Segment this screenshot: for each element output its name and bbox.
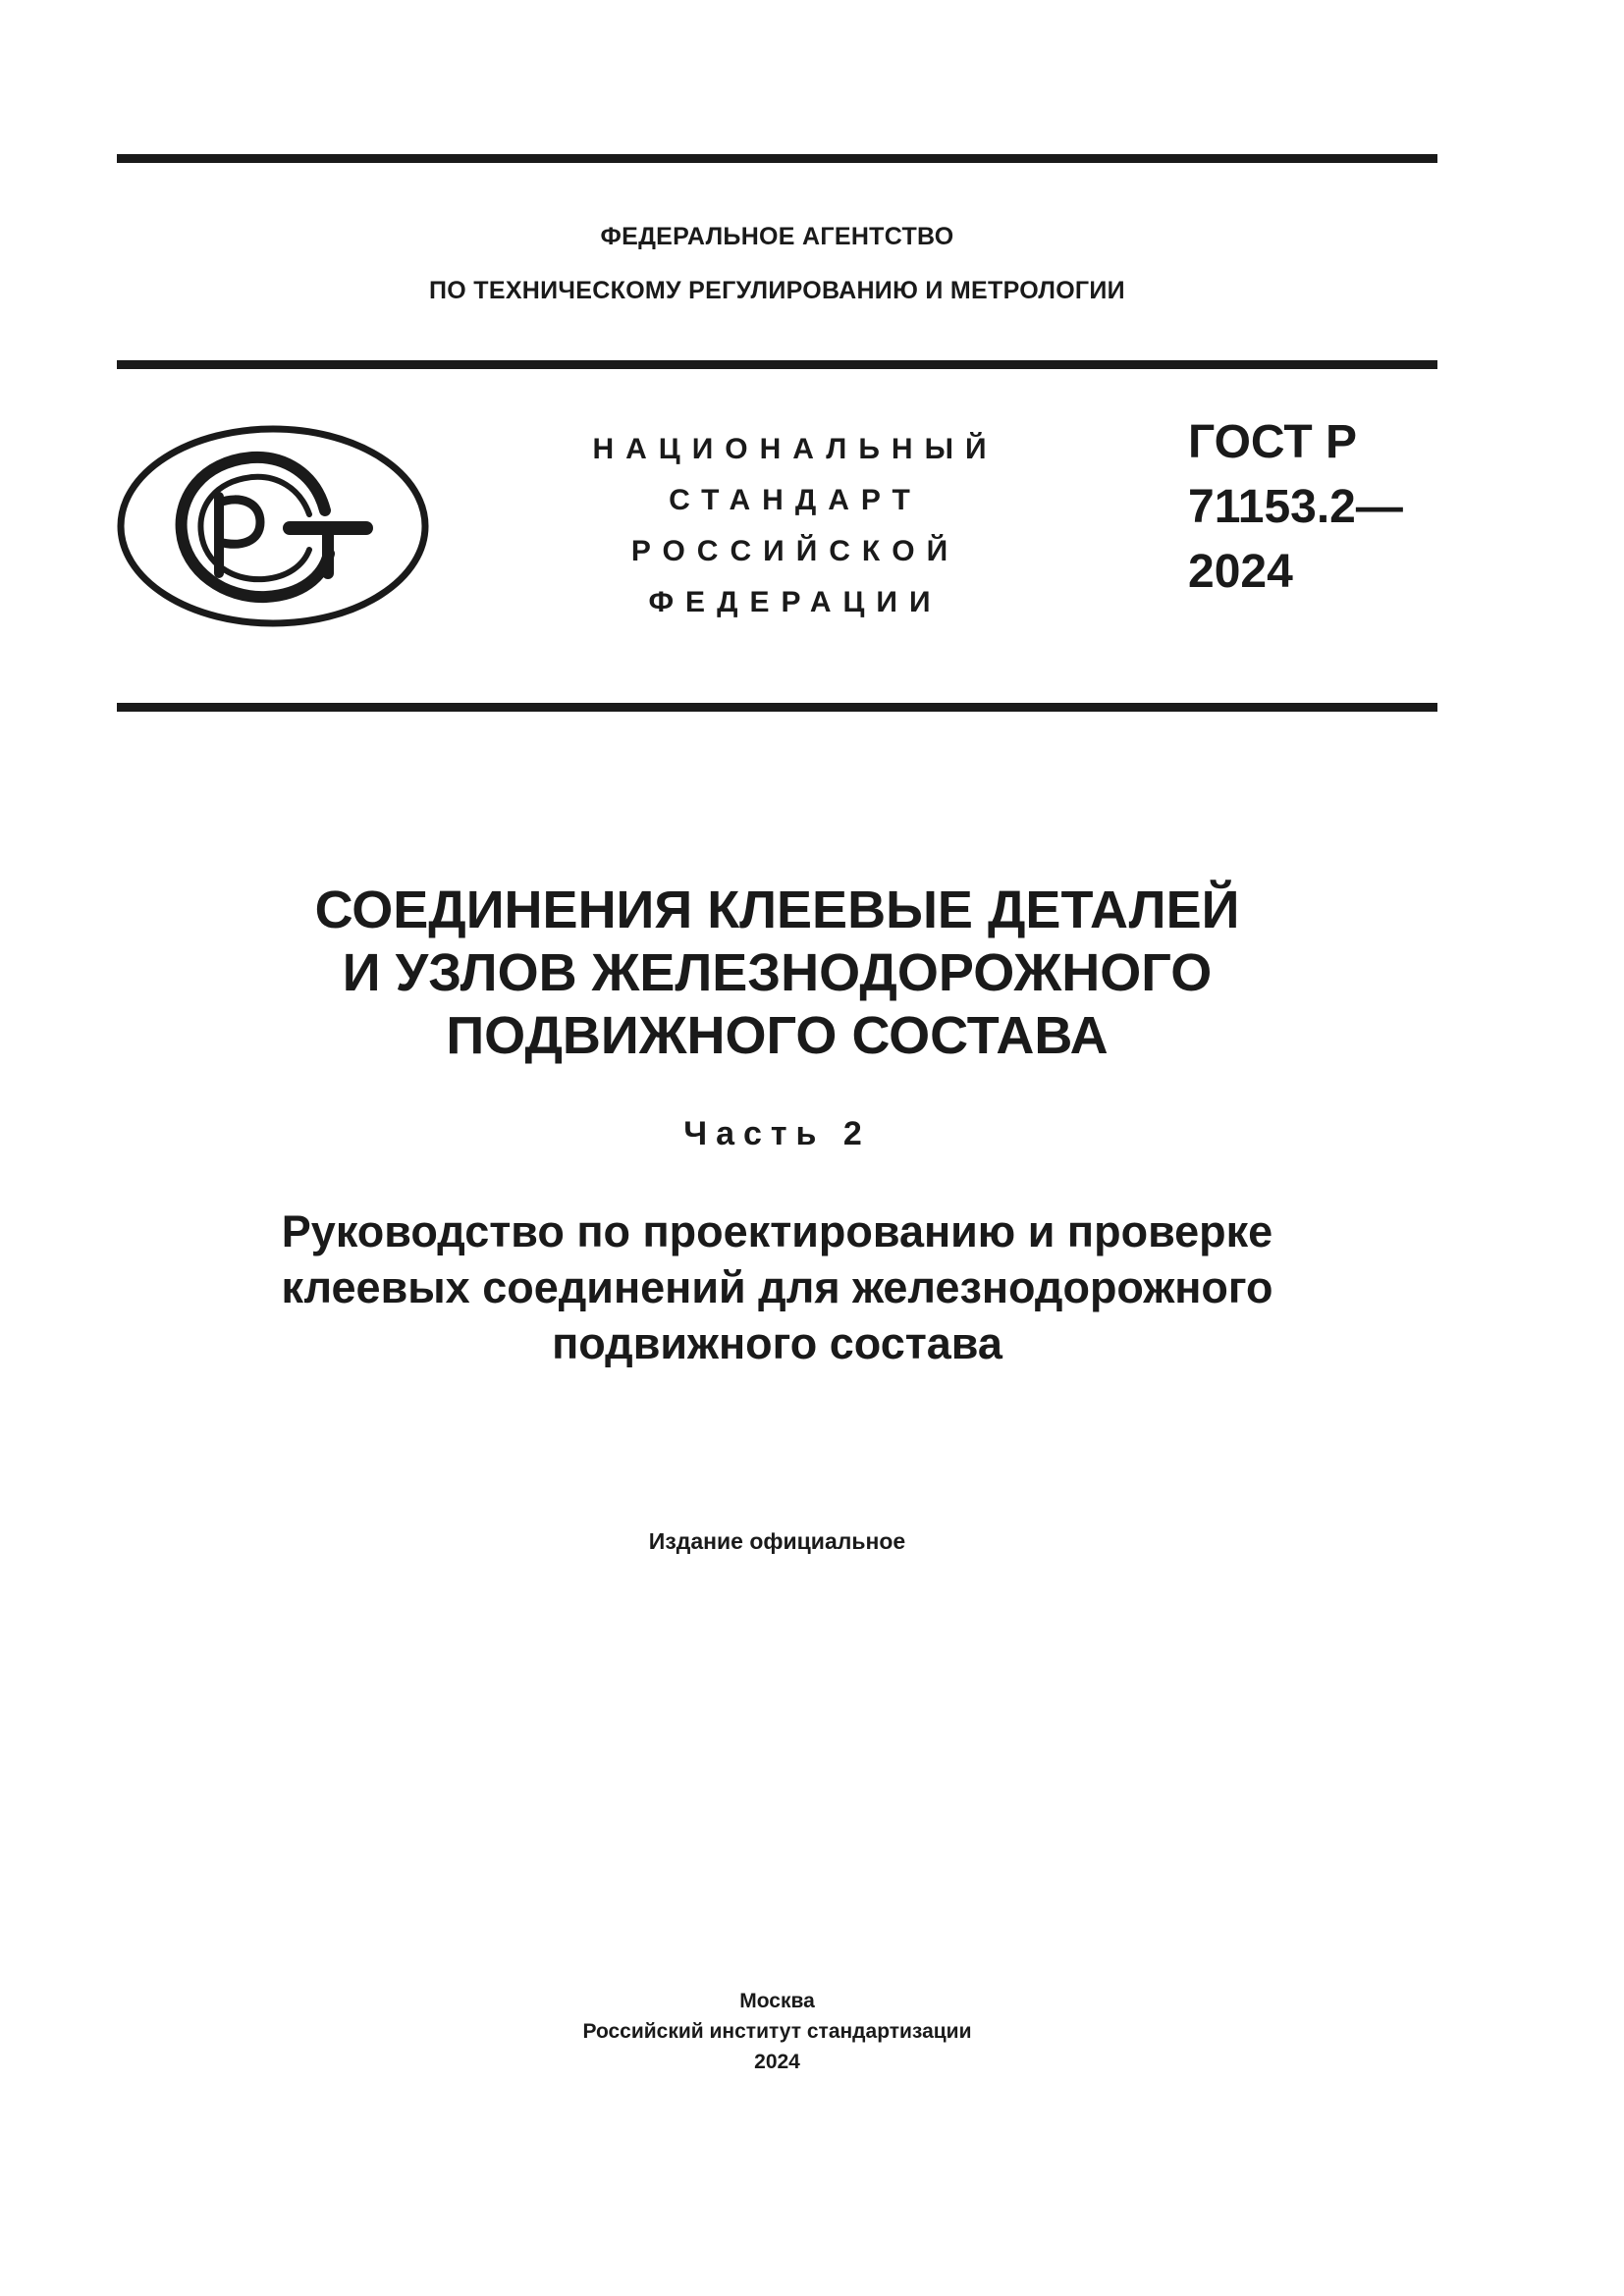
- national-standard-line-4: ФЕДЕРАЦИИ: [648, 586, 943, 618]
- imprint-year: 2024: [754, 2051, 800, 2073]
- subtitle-line-3: подвижного состава: [552, 1318, 1002, 1368]
- title-line-1: СОЕДИНЕНИЯ КЛЕЕВЫЕ ДЕТАЛЕЙ: [314, 881, 1240, 939]
- designation-line-3: 2024: [1188, 546, 1293, 598]
- national-standard-line-2: СТАНДАРТ: [669, 484, 922, 516]
- national-standard-line-3: РОССИЙСКОЙ: [630, 535, 960, 567]
- header-rule: [117, 360, 1437, 369]
- national-standard-line-1: НАЦИОНАЛЬНЫЙ: [592, 433, 999, 465]
- national-standard-label: [550, 424, 1041, 628]
- document-subtitle: [117, 1203, 1437, 1371]
- imprint: [117, 1986, 1437, 2077]
- logo-glyph: [182, 457, 366, 597]
- agency-line-1: ФЕДЕРАЛЬНОЕ АГЕНТСТВО: [600, 223, 954, 250]
- top-rule: [117, 154, 1437, 163]
- rst-logo-icon: [117, 424, 429, 628]
- imprint-publisher: Российский институт стандартизации: [582, 2020, 972, 2043]
- edition-note: Издание официальное: [648, 1528, 906, 1554]
- logo-section-rule: [117, 703, 1437, 712]
- document-title: [117, 879, 1437, 1067]
- title-line-3: ПОДВИЖНОГО СОСТАВА: [446, 1006, 1109, 1065]
- subtitle-line-1: Руководство по проектированию и проверке: [281, 1206, 1273, 1256]
- designation-line-1: ГОСТ Р: [1188, 416, 1358, 468]
- standard-designation: [1188, 410, 1403, 605]
- part-number: Часть 2: [683, 1115, 871, 1152]
- designation-line-2: 71153.2—: [1188, 481, 1403, 533]
- title-line-2: И УЗЛОВ ЖЕЛЕЗНОДОРОЖНОГО: [342, 943, 1213, 1002]
- subtitle-line-2: клеевых соединений для железнодорожного: [281, 1262, 1273, 1312]
- imprint-city: Москва: [739, 1990, 815, 2012]
- agency-line-2: ПО ТЕХНИЧЕСКОМУ РЕГУЛИРОВАНИЮ И МЕТРОЛОГИИ: [429, 277, 1125, 304]
